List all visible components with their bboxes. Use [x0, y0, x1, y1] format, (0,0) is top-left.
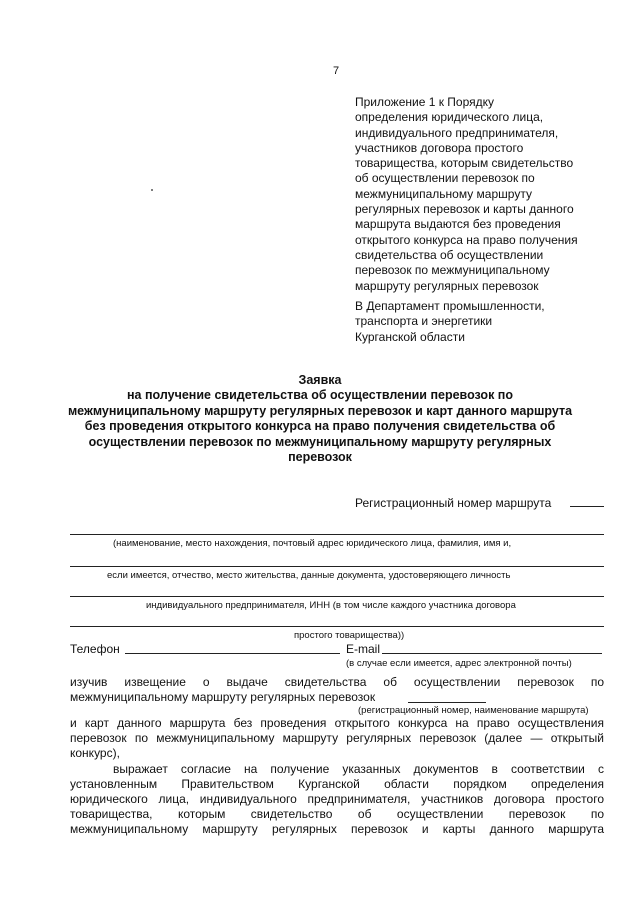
title-line: осуществлении перевозок по межмуниципальному маршруту регулярных: [88, 434, 552, 449]
appendix-line: перевозок по межмуниципальному: [355, 263, 550, 278]
applicant-hint-2: если имеется, отчество, место жительства, данные документа, удостоверяющего личность: [107, 570, 511, 581]
recipient-line: В Департамент промышленности,: [355, 299, 545, 313]
recipient-line: Курганской области: [355, 329, 465, 344]
body-text-line: товарищества, которым свидетельство об осуществлении перевозок по: [70, 807, 604, 821]
body-text-line: выражает согласие на получение указанных документов в соответствии с: [113, 762, 604, 776]
applicant-hint-3: индивидуального предпринимателя, ИНН (в том числе каждого участника договора: [146, 600, 516, 611]
applicant-field-line-1[interactable]: [70, 534, 604, 535]
route-field[interactable]: [408, 702, 486, 703]
appendix-line: регулярных перевозок и карты данного: [355, 202, 574, 217]
applicant-field-line-3[interactable]: [70, 596, 604, 597]
scan-speck: [151, 189, 153, 191]
applicant-hint-4: простого товарищества)): [294, 630, 405, 641]
phone-label: Телефон: [70, 642, 120, 656]
email-hint: (в случае если имеется, адрес электронной почты): [346, 658, 572, 669]
appendix-line: межмуниципальному маршруту: [355, 186, 532, 201]
title-line: Заявка: [298, 373, 342, 387]
body-text-line: межмуниципальному маршруту регулярных перевозок: [70, 690, 376, 704]
body-text-line: перевозок по межмуниципальному маршруту регулярных перевозок (далее — открытый: [70, 731, 604, 745]
applicant-field-line-2[interactable]: [70, 566, 604, 567]
appendix-line: индивидуального предпринимателя,: [355, 125, 559, 140]
appendix-line: об осуществлении перевозок по: [355, 171, 535, 186]
appendix-note: [355, 95, 620, 294]
page-number: 7: [333, 65, 340, 77]
recipient-line: транспорта и энергетики: [355, 314, 493, 329]
title-line: без проведения открытого конкурса на право получения свидетельства об: [84, 419, 556, 434]
body-text-line: изучив извещение о выдаче свидетельства об осуществлении перевозок по: [70, 675, 604, 689]
appendix-line: участников договора простого: [355, 140, 524, 155]
application-title: [55, 373, 585, 465]
appendix-line: Приложение 1 к Порядку: [355, 95, 495, 109]
phone-field[interactable]: [125, 653, 340, 654]
route-hint: (регистрационный номер, наименование маршрута): [358, 705, 589, 716]
appendix-line: свидетельства об осуществлении: [355, 247, 544, 262]
body-text-line: и карт данного маршрута без проведения открытого конкурса на право осуществления: [70, 716, 604, 730]
body-text-line: конкурс),: [70, 746, 120, 760]
registration-number-field[interactable]: [570, 506, 604, 507]
applicant-field-line-4[interactable]: [70, 626, 604, 627]
title-line: на получение свидетельства об осуществлении перевозок по: [127, 388, 513, 403]
email-label: E-mail: [346, 642, 381, 656]
appendix-line: открытого конкурса на право получения: [355, 232, 578, 247]
appendix-line: товарищества, которым свидетельство: [355, 156, 574, 171]
appendix-line: маршруту регулярных перевозок: [355, 278, 539, 293]
body-text-line: установленным Правительством Курганской области порядком определения: [70, 777, 604, 791]
title-line: межмуниципальному маршруту регулярных перевозок и карт данного маршрута: [67, 403, 573, 418]
body-text-line: юридического лица, индивидуального предпринимателя, участников договора простого: [70, 792, 604, 806]
recipient-block: [355, 299, 615, 345]
body-text-line: межмуниципальному маршруту регулярных перевозок и карты данного маршрута: [70, 822, 604, 836]
title-line: перевозок: [288, 450, 352, 465]
email-field[interactable]: [382, 653, 602, 654]
appendix-line: определения юридического лица,: [355, 110, 544, 125]
appendix-line: маршрута выдаются без проведения: [355, 217, 561, 232]
registration-number-label: Регистрационный номер маршрута: [355, 496, 552, 510]
applicant-hint-1: (наименование, место нахождения, почтовый адрес юридического лица, фамилия, имя и,: [113, 538, 512, 549]
